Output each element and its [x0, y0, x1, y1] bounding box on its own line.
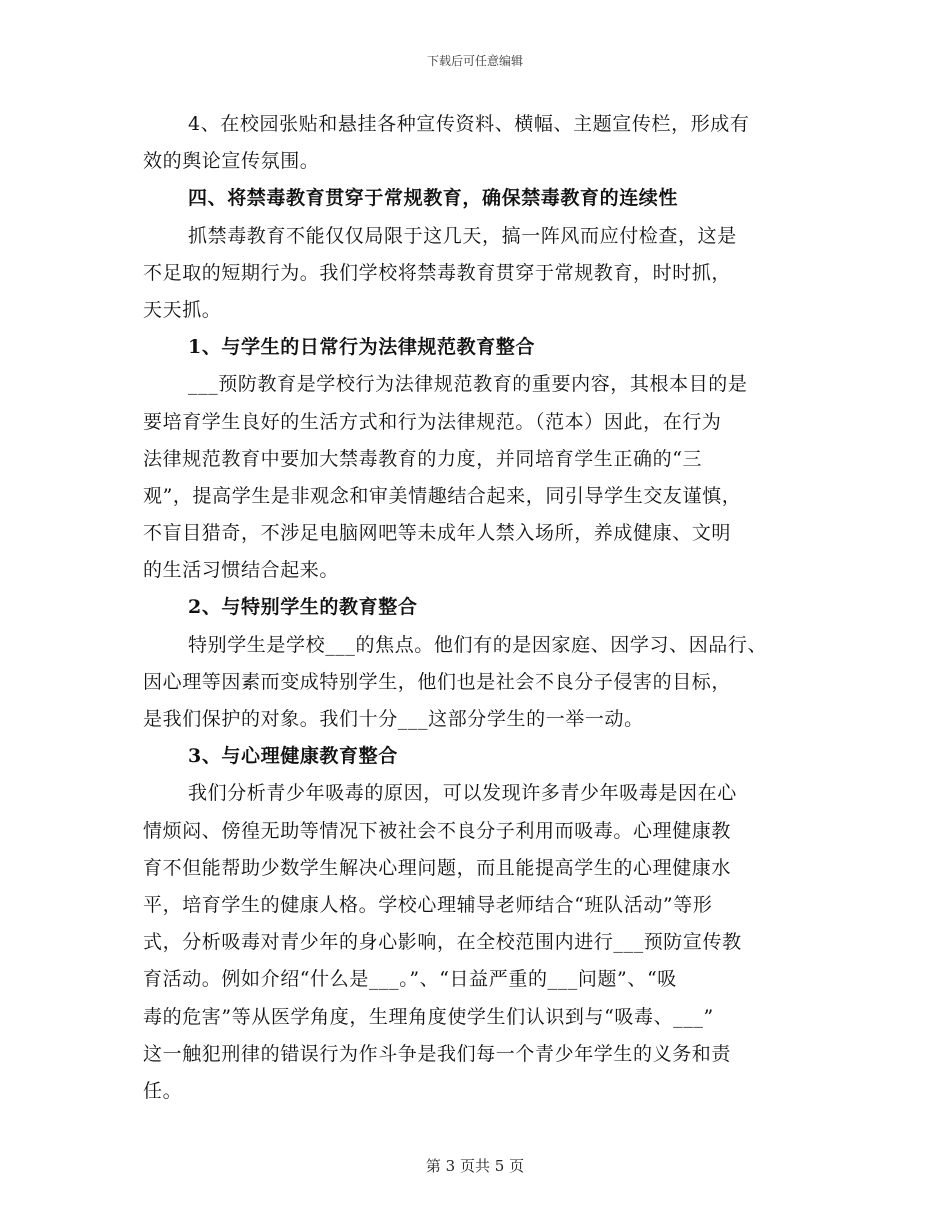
- paragraph-line: 育不但能帮助少数学生解决心理问题，而且能提高学生的心理健康水: [143, 856, 732, 879]
- section-heading: 2、与特别学生的教育整合: [188, 596, 418, 619]
- section-heading: 四、将禁毒教育贯穿于常规教育，确保禁毒教育的连续性: [188, 187, 679, 210]
- paragraph-line: 特别学生是学校___的焦点。他们有的是因家庭、因学习、因品行、: [188, 633, 768, 656]
- paragraph-line: 4、在校园张贴和悬挂各种宣传资料、横幅、主题宣传栏，形成有: [188, 113, 750, 135]
- paragraph-line: 法律规范教育中要加大禁毒教育的力度，并同培育学生正确的“三: [143, 447, 703, 470]
- paragraph-line: 要培育学生良好的生活方式和行为法律规范。（范本）因此，在行为: [143, 410, 722, 433]
- page-header: 下载后可任意编辑: [426, 54, 523, 68]
- paragraph-line: ___预防教育是学校行为法律规范教育的重要内容，其根本目的是: [188, 373, 748, 396]
- paragraph-line: 抓禁毒教育不能仅仅局限于这几天，搞一阵风而应付检查，这是: [188, 224, 737, 247]
- paragraph-line: 不足取的短期行为。我们学校将禁毒教育贯穿于常规教育，时时抓，: [143, 261, 732, 284]
- paragraph-line: 天天抓。: [143, 298, 222, 321]
- section-heading: 3、与心理健康教育整合: [188, 745, 398, 768]
- paragraph-line: 任。: [143, 1079, 183, 1102]
- paragraph-line: 因心理等因素而变成特别学生，他们也是社会不良分子侵害的目标，: [143, 670, 732, 693]
- paragraph-line: 毒的危害”等从医学角度，生理角度使学生们认识到与“吸毒、___”: [143, 1005, 714, 1028]
- document-body: [143, 106, 828, 1110]
- paragraph-line: 这一触犯刑律的错误行为作斗争是我们每一个青少年学生的义务和责: [143, 1042, 732, 1065]
- paragraph-line: 的生活习惯结合起来。: [143, 559, 340, 582]
- paragraph-line: 效的舆论宣传氛围。: [143, 150, 320, 173]
- paragraph-line: 是我们保护的对象。我们十分___这部分学生的一举一动。: [143, 708, 644, 730]
- section-heading: 1、与学生的日常行为法律规范教育整合: [188, 336, 536, 359]
- paragraph-line: 情烦闷、傍徨无助等情况下被社会不良分子利用而吸毒。心理健康教: [143, 819, 732, 842]
- paragraph-line: 式，分析吸毒对青少年的身心影响，在全校范围内进行___预防宣传教: [143, 931, 742, 954]
- paragraph-line: 我们分析青少年吸毒的原因，可以发现许多青少年吸毒是因在心: [188, 782, 737, 805]
- paragraph-line: 平，培育学生的健康人格。学校心理辅导老师结合“班队活动”等形: [143, 893, 713, 916]
- page-footer: 第 3 页共 5 页: [425, 1157, 525, 1175]
- paragraph-line: 育活动。例如介绍“什么是___。”、“日益严重的___问题”、“吸: [143, 968, 677, 991]
- paragraph-line: 不盲目猎奇，不涉足电脑网吧等未成年人禁入场所，养成健康、文明: [143, 522, 732, 545]
- paragraph-line: 观”，提高学生是非观念和审美情趣结合起来，同引导学生交友谨慎，: [143, 484, 742, 507]
